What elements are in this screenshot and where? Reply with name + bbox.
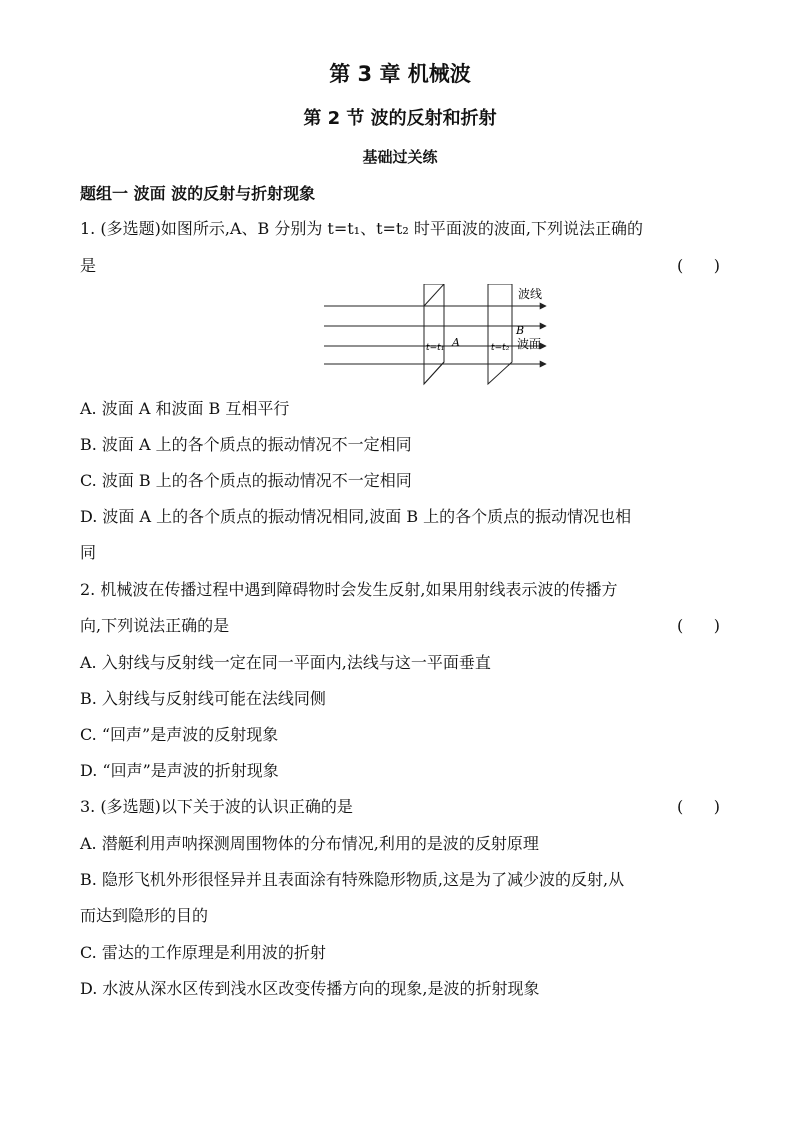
question-2-answer-blank[interactable]: ( ) xyxy=(677,616,720,635)
question-1-option-b[interactable]: B. 波面 A 上的各个质点的振动情况不一定相同 xyxy=(80,435,412,454)
question-1-option-c[interactable]: C. 波面 B 上的各个质点的振动情况不一定相同 xyxy=(80,471,412,490)
wave-front-a-side xyxy=(424,284,444,384)
wave-front-b xyxy=(488,284,512,384)
question-3-answer-blank[interactable]: ( ) xyxy=(677,797,720,816)
label-b: B xyxy=(516,324,525,337)
question-3-option-c[interactable]: C. 雷达的工作原理是利用波的折射 xyxy=(80,943,326,962)
wave-front-a xyxy=(424,284,444,384)
question-1-option-d[interactable]: D. 波面 A 上的各个质点的振动情况相同,波面 B 上的各个质点的振动情况也相 xyxy=(80,507,632,526)
question-1-stem-cont: 是 xyxy=(80,256,97,275)
question-2-option-d[interactable]: D. “回声”是声波的折射现象 xyxy=(80,761,279,780)
wave-front-figure xyxy=(320,284,560,388)
section-title: 第 2 节 波的反射和折射 xyxy=(303,108,497,129)
question-2-option-c[interactable]: C. “回声”是声波的反射现象 xyxy=(80,725,279,744)
question-2-option-b[interactable]: B. 入射线与反射线可能在法线同侧 xyxy=(80,689,326,708)
label-wave-front: 波面 xyxy=(517,337,542,351)
question-1-stem: 1. (多选题)如图所示,A、B 分别为 t=t₁、t=t₂ 时平面波的波面,下列说法正确的 xyxy=(80,219,643,238)
question-3-option-d[interactable]: D. 水波从深水区传到浅水区改变传播方向的现象,是波的折射现象 xyxy=(80,979,540,998)
question-1-option-d-cont: 同 xyxy=(80,543,97,562)
question-2-stem-cont: 向,下列说法正确的是 xyxy=(80,616,230,635)
question-1-option-a[interactable]: A. 波面 A 和波面 B 互相平行 xyxy=(80,399,290,418)
practice-heading: 基础过关练 xyxy=(362,148,438,166)
question-3-stem: 3. (多选题)以下关于波的认识正确的是 xyxy=(80,797,353,816)
question-group-heading: 题组一 波面 波的反射与折射现象 xyxy=(80,184,316,203)
question-3-option-b-cont: 而达到隐形的目的 xyxy=(80,906,209,925)
label-a: A xyxy=(452,336,460,349)
label-t2: t=t₂ xyxy=(491,343,510,353)
question-3-option-b[interactable]: B. 隐形飞机外形很怪异并且表面涂有特殊隐形物质,这是为了减少波的反射,从 xyxy=(80,870,625,889)
question-3-option-a[interactable]: A. 潜艇利用声呐探测周围物体的分布情况,利用的是波的反射原理 xyxy=(80,834,539,853)
question-2-stem: 2. 机械波在传播过程中遇到障碍物时会发生反射,如果用射线表示波的传播方 xyxy=(80,580,618,599)
question-2-option-a[interactable]: A. 入射线与反射线一定在同一平面内,法线与这一平面垂直 xyxy=(80,653,491,672)
question-1-answer-blank[interactable]: ( ) xyxy=(677,256,720,275)
chapter-title: 第 3 章 机械波 xyxy=(329,62,471,86)
label-wave-line: 波线 xyxy=(518,287,543,301)
label-t1: t=t₁ xyxy=(426,343,445,353)
